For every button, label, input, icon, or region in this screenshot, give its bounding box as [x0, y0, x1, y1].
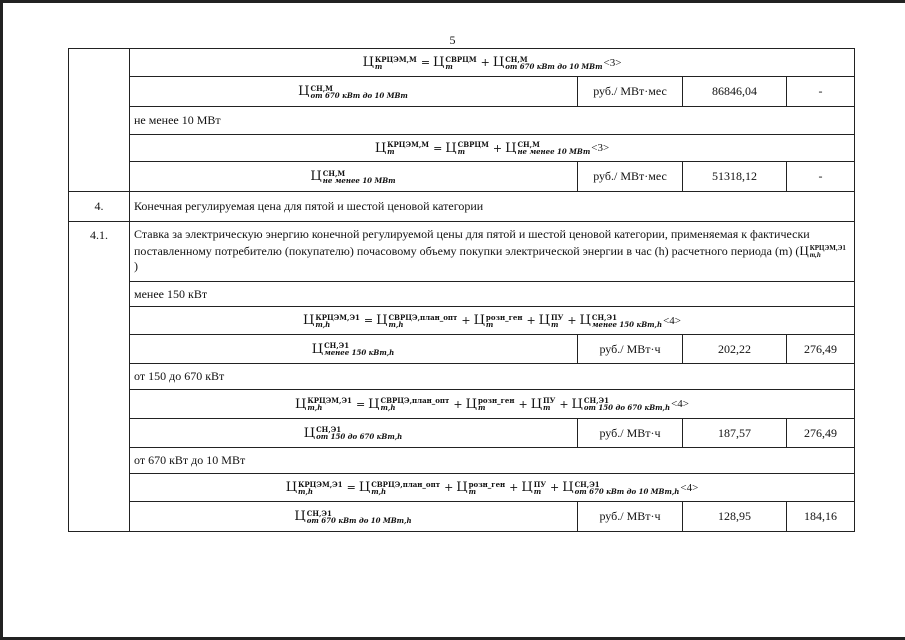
section-number: 4. [69, 192, 130, 222]
formula-row-150-670kw: Ц КРЦЭМ,Э1 m,h = Ц СВРЦЭ,план_опт m,h + Ц розн_ген m + Ц ПУ m + Ц СН,Э1 от 150 до 670 кВт,h <4> [130, 390, 855, 419]
value2-cell: 276,49 [787, 419, 855, 448]
tariff-table [68, 48, 855, 532]
section-number: 4.1. [69, 222, 130, 532]
value2-cell: - [787, 77, 855, 107]
unit-cell: руб./ МВт·ч [578, 335, 683, 364]
num-cell [69, 49, 130, 192]
page-number: 5 [449, 33, 456, 47]
value-cell: 86846,04 [683, 77, 787, 107]
unit-cell: руб./ МВт·ч [578, 502, 683, 532]
formula-row-150kw: Ц КРЦЭМ,Э1 m,h = Ц СВРЦЭ,план_опт m,h + Ц розн_ген m + Ц ПУ m + Ц СН,Э1 менее 150 кВт,h <4> [130, 307, 855, 335]
symbol-cell: Ц СН,Э1 от 670 кВт до 10 МВт,h [130, 502, 578, 532]
category-label: от 150 до 670 кВт [130, 364, 855, 390]
value2-cell: 184,16 [787, 502, 855, 532]
formula-row-670kw-10mw: Ц КРЦЭМ,М m = Ц СВРЦМ m + Ц СН,М от 670 кВт до 10 МВт <3> [130, 49, 855, 77]
scan-edge-top [0, 0, 905, 3]
category-label: не менее 10 МВт [130, 107, 855, 135]
formula-row-10mw: Ц КРЦЭМ,М m = Ц СВРЦМ m + Ц СН,М не менее 10 МВт <3> [130, 135, 855, 162]
unit-cell: руб./ МВт·мес [578, 77, 683, 107]
symbol-cell: Ц СН,Э1 от 150 до 670 кВт,h [130, 419, 578, 448]
section-title: Конечная регулируемая цена для пятой и шестой ценовой категории [130, 192, 855, 222]
category-label: от 670 кВт до 10 МВт [130, 448, 855, 474]
value-cell: 128,95 [683, 502, 787, 532]
symbol-cell: Ц СН,М не менее 10 МВт [130, 162, 578, 192]
value2-cell: - [787, 162, 855, 192]
value-cell: 187,57 [683, 419, 787, 448]
formula-row-670kw-10mw-hourly: Ц КРЦЭМ,Э1 m,h = Ц СВРЦЭ,план_опт m,h + Ц розн_ген m + Ц ПУ m + Ц СН,Э1 от 670 кВт до 10 МВт,h <4> [130, 474, 855, 502]
unit-cell: руб./ МВт·мес [578, 162, 683, 192]
category-label: менее 150 кВт [130, 282, 855, 307]
symbol-cell: Ц СН,Э1 менее 150 кВт,h [130, 335, 578, 364]
value-cell: 202,22 [683, 335, 787, 364]
unit-cell: руб./ МВт·ч [578, 419, 683, 448]
section-description: Ставка за электрическую энергию конечной регулируемой цены для пятой и шестой ценовой категории, применяемая к фактически поставленному потребителю (покупателю) почасовому объему покупки электрической энергии в час (h) расчетного периода (m) (Ц КРЦЭМ,Э1 m,h ) [130, 222, 855, 282]
value2-cell: 276,49 [787, 335, 855, 364]
scan-edge-left [0, 0, 3, 640]
symbol-cell: Ц СН,М от 670 кВт до 10 МВт [130, 77, 578, 107]
value-cell: 51318,12 [683, 162, 787, 192]
